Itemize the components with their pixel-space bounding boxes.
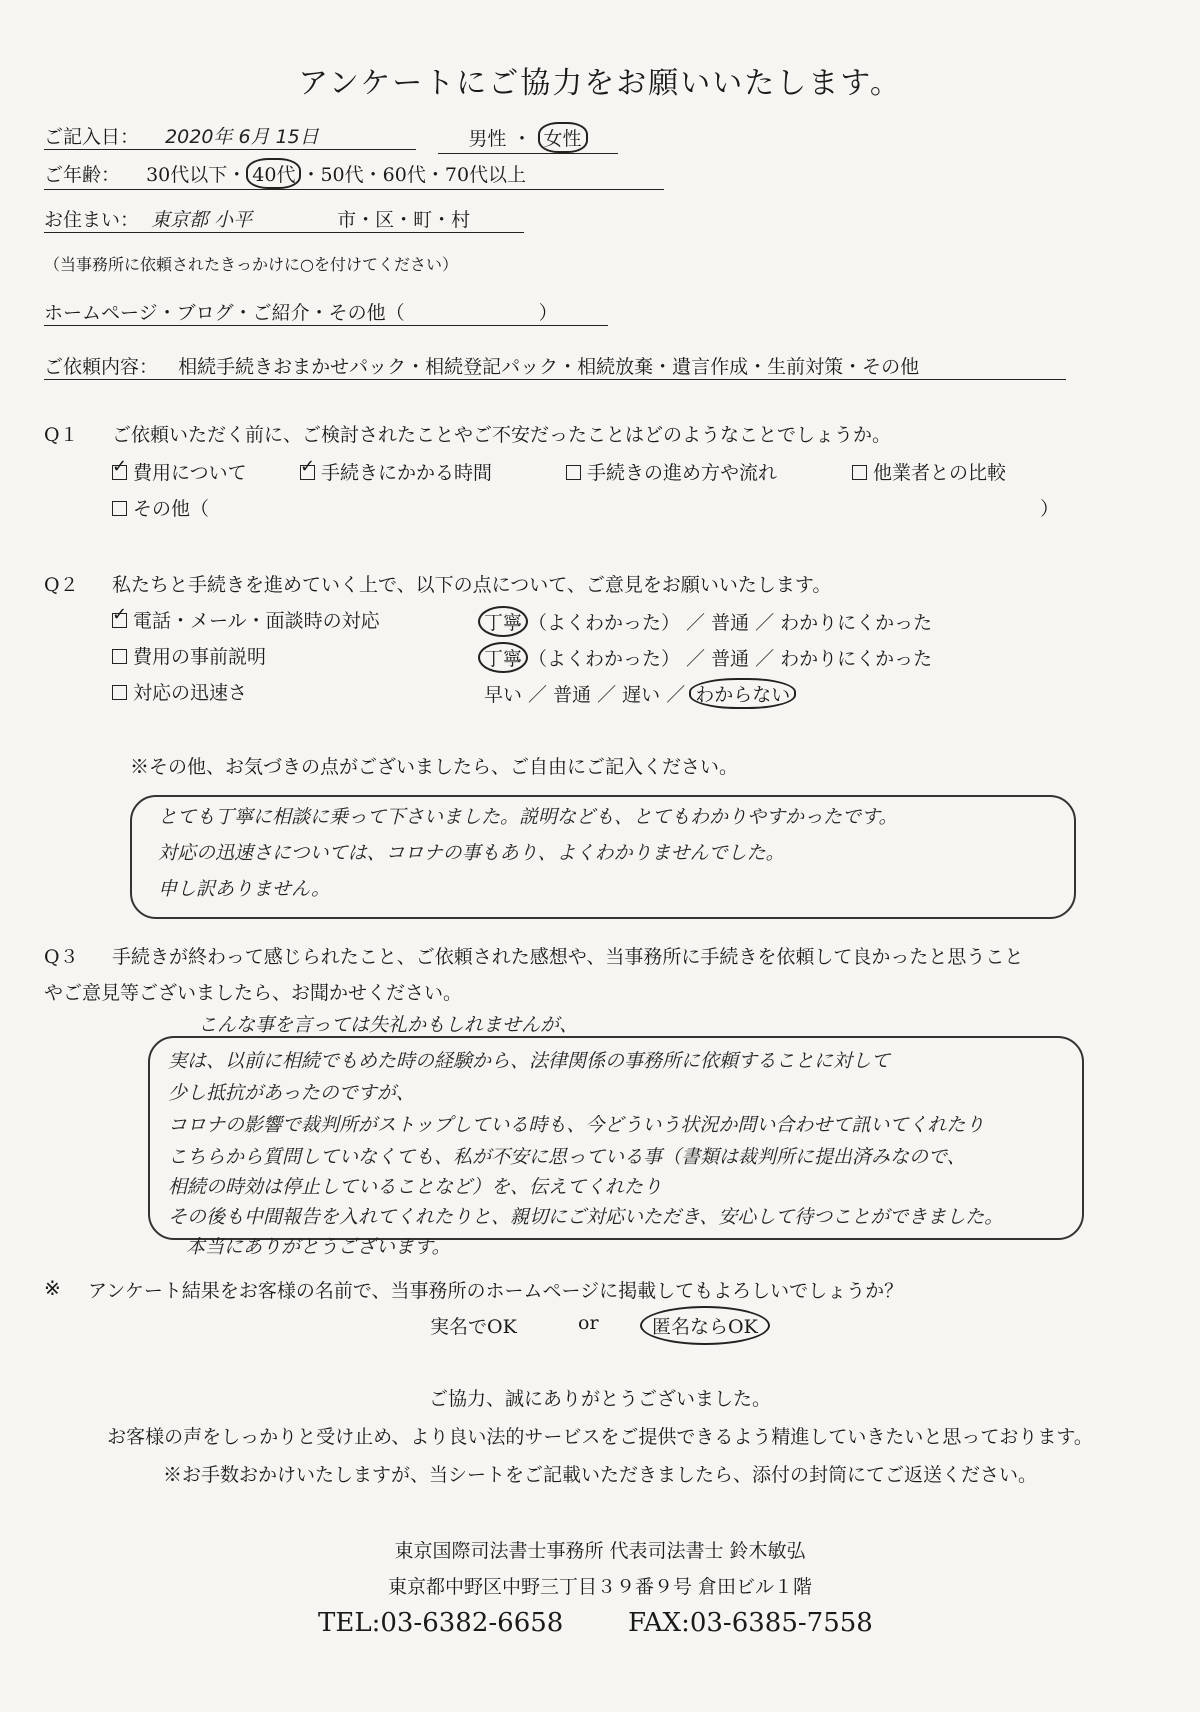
request-options[interactable]: 相続手続きおまかせパック・相続登記パック・相続放棄・遺言作成・生前対策・その他 (178, 356, 920, 378)
date-value[interactable]: 2020年 6月 15日 (165, 126, 319, 148)
q1-text: ご依頼いただく前に、ご検討されたことやご不安だったことはどのようなことでしょうか。 (112, 424, 892, 446)
publish-mark: ※ (44, 1276, 61, 1300)
trigger-close: ） (538, 302, 558, 324)
q2-contact-scale[interactable] (478, 606, 932, 637)
age-option-40[interactable]: 40代 (246, 158, 301, 189)
closing-commitment: お客様の声をしっかりと受け止め、より良い法的サービスをご提供できるよう精進していきたいと思っております。 (107, 1426, 1093, 1448)
q2-row-cost (112, 642, 266, 669)
q2-comment-line: 対応の迅速さについては、コロナの事もあり、よくわかりませんでした。 (158, 842, 785, 864)
q1-time-checkbox[interactable] (300, 465, 315, 480)
closing-thanks: ご協力、誠にありがとうございました。 (428, 1388, 771, 1410)
page-title: アンケートにご協力をお願いいたします。 (298, 66, 902, 101)
date-row (44, 122, 416, 150)
trigger-note: （当事務所に依頼されたきっかけに○を付けてください） (44, 255, 458, 274)
q3-comment-line: 少し抵抗があったのですが、 (168, 1082, 415, 1104)
q2-cost-scale[interactable] (478, 642, 932, 673)
publish-question: アンケート結果をお客様の名前で、当事務所のホームページに掲載してもよろしいでしょうか？ (88, 1280, 904, 1302)
q2-contact-label: 電話・メール・面談時の対応 (133, 610, 380, 632)
closing-return-note: ※お手数おかけいたしますが、当シートをご記載いただきましたら、添付の封筒にてご返送ください。 (162, 1464, 1037, 1486)
q2-contact-scale-rest: （よくわかった） ／ 普通 ／ わかりにくかった (528, 612, 933, 634)
publish-or: or (578, 1312, 599, 1334)
q2-cost-selected[interactable]: 丁寧 (478, 642, 528, 673)
q1-option-cost[interactable] (112, 458, 247, 485)
address-value[interactable]: 東京都 小平 (151, 209, 253, 231)
gender-row (438, 122, 618, 154)
date-label: ご記入日： (44, 126, 140, 148)
q2-speed-label: 対応の迅速さ (133, 682, 248, 704)
q1-cost-checkbox[interactable] (112, 465, 127, 480)
q3-text-line1: 手続きが終わって感じられたこと、ご依頼された感想や、当事務所に手続きを依頼して良かったと思うこと (112, 946, 1024, 968)
office-tel: TEL:03-6382-6658 (318, 1608, 564, 1638)
q1-time-label: 手続きにかかる時間 (321, 462, 493, 484)
q2-speed-checkbox[interactable] (112, 685, 127, 700)
address-label: お住まい： (44, 209, 140, 231)
office-address: 東京都中野区中野三丁目３９番９号 倉田ビル１階 (387, 1576, 813, 1598)
q2-number: Q２ (44, 574, 79, 596)
q2-other-note: ※その他、お気づきの点がございましたら、ご自由にご記入ください。 (130, 756, 739, 778)
q2-speed-selected[interactable]: わからない (689, 678, 796, 709)
q1-option-other[interactable] (112, 494, 209, 521)
q2-row-speed (112, 678, 247, 705)
age-option-70[interactable]: 70代以上 (444, 164, 527, 186)
q3-comment-line: 相続の時効は停止していることなど）を、伝えてくれたり (168, 1176, 663, 1198)
q3-comment-line: その後も中間報告を入れてくれたりと、親切にご対応いただき、安心して待つことができました。 (168, 1206, 1004, 1228)
publish-option-anonymous[interactable]: 匿名ならOK (640, 1306, 770, 1345)
age-label: ご年齢： (44, 164, 121, 186)
q2-comment-line: とても丁寧に相談に乗って下さいました。説明なども、とてもわかりやすかったです。 (158, 806, 898, 828)
age-option-50[interactable]: 50代 (320, 164, 364, 186)
q1-other-close: ） (1040, 498, 1060, 520)
request-label: ご依頼内容： (44, 356, 159, 378)
office-fax: FAX:03-6385-7558 (628, 1608, 873, 1638)
trigger-options[interactable]: ホームページ・ブログ・ご紹介・その他（ (44, 302, 405, 324)
q3-comment-line: 実は、以前に相続でもめた時の経験から、法律関係の事務所に依頼することに対して (168, 1050, 891, 1072)
publish-option-real[interactable]: 実名でOK (430, 1316, 517, 1338)
age-option-60[interactable]: 60代 (382, 164, 426, 186)
gender-male[interactable]: 男性 (468, 128, 507, 150)
address-units[interactable]: 市・区・町・村 (337, 209, 471, 231)
q2-speed-scale-rest: 早い ／ 普通 ／ 遅い ／ (484, 684, 686, 706)
q2-contact-selected[interactable]: 丁寧 (478, 606, 528, 637)
age-option-30[interactable]: 30代以下 (146, 164, 228, 186)
q2-cost-label: 費用の事前説明 (133, 646, 267, 668)
q1-compare-checkbox[interactable] (852, 465, 867, 480)
q3-text-line2: やご意見等ございましたら、お聞かせください。 (44, 982, 463, 1004)
q3-comment-line: こちらから質問していなくても、私が不安に思っている事（書類は裁判所に提出済みなので、 (168, 1146, 966, 1168)
q2-text: 私たちと手続きを進めていく上で、以下の点について、ご意見をお願いいたします。 (112, 574, 832, 596)
q1-compare-label: 他業者との比較 (873, 462, 1007, 484)
q3-comment-line: こんな事を言っては失礼かもしれませんが、 (198, 1014, 579, 1036)
q1-flow-checkbox[interactable] (566, 465, 581, 480)
q2-speed-scale[interactable] (484, 678, 796, 709)
q1-option-compare[interactable] (852, 458, 1006, 485)
q1-flow-label: 手続きの進め方や流れ (587, 462, 778, 484)
q2-row-contact (112, 606, 380, 633)
q1-other-label: その他（ (133, 498, 210, 520)
age-row: ご年齢： 30代以下・ 40代 ・50代・60代・70代以上 (44, 158, 664, 190)
q3-comment-line: 本当にありがとうございます。 (186, 1236, 451, 1258)
q2-comment-line: 申し訳ありません。 (158, 878, 331, 900)
address-row (44, 205, 524, 233)
q1-number: Q１ (44, 424, 79, 446)
trigger-row (44, 298, 608, 326)
gender-female[interactable]: 女性 (538, 122, 588, 153)
q3-number: Q３ (44, 946, 79, 968)
q2-cost-checkbox[interactable] (112, 649, 127, 664)
q2-contact-checkbox[interactable] (112, 613, 127, 628)
q1-other-checkbox[interactable] (112, 501, 127, 516)
q3-comment-line: コロナの影響で裁判所がストップしている時も、今どういう状況か問い合わせて訊いてくれたり (168, 1114, 985, 1136)
request-row (44, 352, 1066, 380)
q1-cost-label: 費用について (133, 462, 247, 484)
gender-separator: ・ (512, 128, 532, 150)
q2-cost-scale-rest: （よくわかった） ／ 普通 ／ わかりにくかった (528, 648, 933, 670)
q1-option-flow[interactable] (566, 458, 777, 485)
q1-option-time[interactable] (300, 458, 492, 485)
office-name: 東京国際司法書士事務所 代表司法書士 鈴木敏弘 (394, 1540, 806, 1562)
